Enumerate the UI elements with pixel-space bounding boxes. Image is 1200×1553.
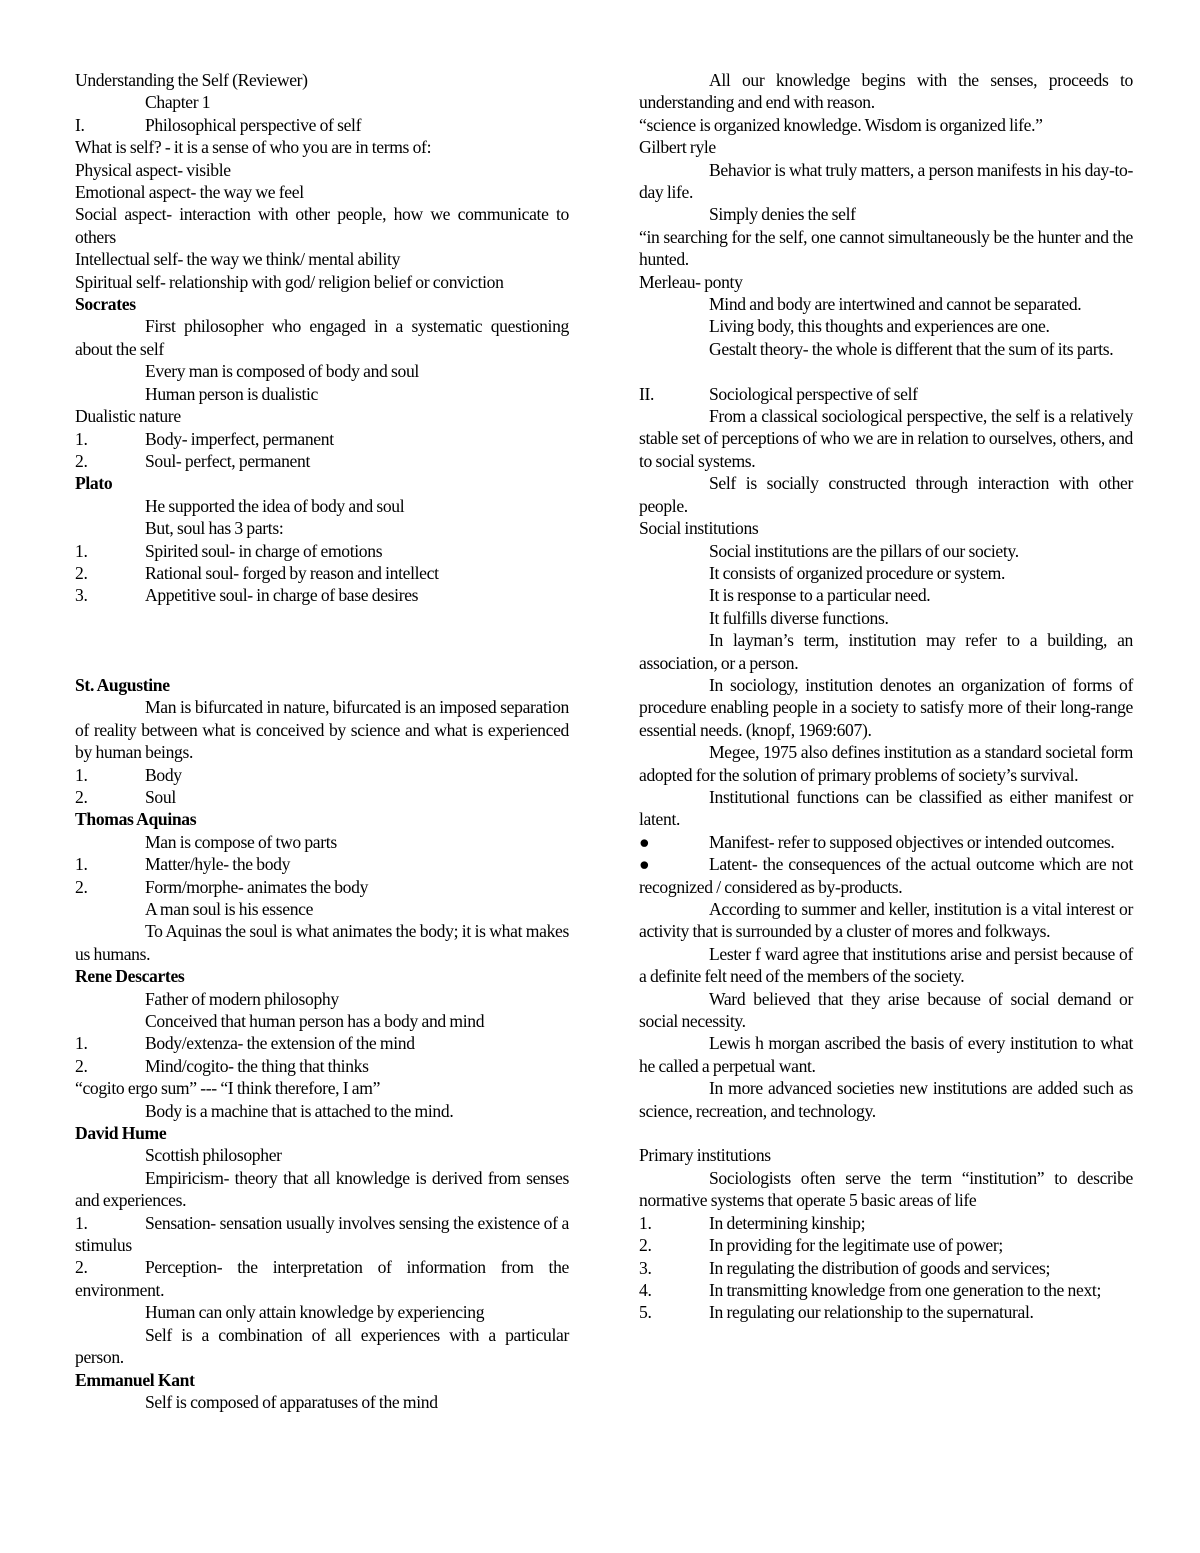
list-item <box>75 495 569 517</box>
right-column <box>639 69 1133 1324</box>
list-item <box>75 1256 569 1301</box>
bullet-dot-icon: ● <box>639 831 650 852</box>
section-heading: Emmanuel Kant <box>75 1369 195 1390</box>
list-item <box>75 988 569 1010</box>
list-item <box>639 472 1133 517</box>
list-item-text: All our knowledge begins with the senses, proceeds to understanding and end with reason. <box>639 70 1133 113</box>
list-item-text: Manifest- refer to supposed objectives or intended outcomes. <box>709 831 1115 852</box>
list-item-text: It consists of organized procedure or system. <box>709 562 1006 583</box>
list-item <box>75 428 569 450</box>
list-item-text: It is response to a particular need. <box>709 585 931 606</box>
list-item-text: Sensation- sensation usually involves sensing the existence of a stimulus <box>75 1212 569 1256</box>
list-item <box>75 1391 569 1413</box>
list-item-text: Soul- perfect, permanent <box>145 450 310 471</box>
list-number: 2. <box>75 450 88 471</box>
paragraph: “cogito ergo sum” --- “I think therefore, I am” <box>75 1078 381 1099</box>
blank-line <box>75 629 569 651</box>
list-number: 2. <box>75 1257 88 1278</box>
list-item-text: He supported the idea of body and soul <box>145 495 405 516</box>
list-item <box>639 540 1133 562</box>
list-item-text: Man is compose of two parts <box>145 831 337 852</box>
list-item-text: Ward believed that they arise because of social demand or social necessity. <box>639 988 1133 1032</box>
list-item <box>75 876 569 898</box>
left-column <box>75 69 569 1413</box>
list-item <box>75 764 569 786</box>
list-item <box>639 629 1133 674</box>
list-item <box>75 1100 569 1122</box>
list-item <box>639 898 1133 943</box>
paragraph: Emotional aspect- the way we feel <box>75 182 304 203</box>
list-item-text: Human person is dualistic <box>145 383 318 404</box>
list-item <box>639 405 1133 472</box>
list-item <box>75 786 569 808</box>
list-item-text: In layman’s term, institution may refer to a building, an association, or a person. <box>639 630 1133 673</box>
list-item <box>639 853 1133 898</box>
list-item-text: In regulating our relationship to the supernatural. <box>709 1302 1034 1323</box>
paragraph: Physical aspect- visible <box>75 159 231 180</box>
list-item-text: According to summer and keller, institution is a vital interest or activity that is surrounded by a cluster of mores and folkways. <box>639 899 1133 942</box>
list-item <box>639 159 1133 204</box>
list-number: 3. <box>639 1257 652 1278</box>
list-item <box>75 853 569 875</box>
list-number: 1. <box>75 764 88 785</box>
list-item <box>75 383 569 405</box>
list-number: I. <box>75 114 85 135</box>
list-item-text: Human can only attain knowledge by experiencing <box>145 1302 485 1323</box>
list-item-text: Social institutions are the pillars of our society. <box>709 540 1019 561</box>
list-item <box>639 562 1133 584</box>
bullet-dot-icon: ● <box>639 854 650 875</box>
list-item-text: Appetitive soul- in charge of base desires <box>145 585 419 606</box>
list-item <box>639 1257 1133 1279</box>
list-item <box>75 1167 569 1212</box>
list-item <box>639 383 1133 405</box>
list-item <box>639 943 1133 988</box>
list-number: II. <box>639 383 655 404</box>
list-item-text: Lewis h morgan ascribed the basis of every institution to what he called a perpetual want. <box>639 1033 1133 1076</box>
list-number: 1. <box>75 1212 88 1233</box>
list-item-text: Soul <box>145 786 176 807</box>
list-item <box>639 293 1133 315</box>
list-item-text: Body is a machine that is attached to the mind. <box>145 1100 454 1121</box>
list-item-text: Latent- the consequences of the actual outcome which are not recognized / considered as by-products. <box>639 854 1133 897</box>
list-item-text: In regulating the distribution of goods and services; <box>709 1257 1050 1278</box>
list-item <box>639 338 1133 360</box>
list-item-text: Philosophical perspective of self <box>145 114 362 135</box>
list-item-text: In providing for the legitimate use of power; <box>709 1235 1003 1256</box>
paragraph: “science is organized knowledge. Wisdom is organized life.” <box>639 114 1043 135</box>
chapter-label: Chapter 1 <box>145 92 211 113</box>
paragraph: Spiritual self- relationship with god/ religion belief or conviction <box>75 271 504 292</box>
list-number: 2. <box>639 1235 652 1256</box>
list-item <box>75 1032 569 1054</box>
list-item-text: Body <box>145 764 182 785</box>
section-heading: Thomas Aquinas <box>75 809 197 830</box>
list-item-text: Institutional functions can be classified as either manifest or latent. <box>639 786 1133 830</box>
list-item <box>75 562 569 584</box>
list-item <box>639 1301 1133 1323</box>
list-item <box>75 517 569 539</box>
list-item-text: Lester f ward agree that institutions arise and persist because of a definite felt need of the members of the society. <box>639 943 1133 987</box>
list-item-text: Rational soul- forged by reason and intellect <box>145 562 439 583</box>
blank-line <box>75 607 569 629</box>
list-item-text: Conceived that human person has a body and mind <box>145 1011 485 1032</box>
list-item-text: In determining kinship; <box>709 1212 866 1233</box>
list-number: 1. <box>75 428 88 449</box>
list-item <box>639 1077 1133 1122</box>
list-item-text: Megee, 1975 also defines institution as a standard societal form adopted for the solution of primary problems of society’s survival. <box>639 742 1133 785</box>
list-item <box>639 741 1133 786</box>
list-item <box>75 831 569 853</box>
list-item <box>75 1144 569 1166</box>
list-item <box>639 1167 1133 1212</box>
list-item-text: Perception- the interpretation of information from the environment. <box>75 1257 569 1300</box>
list-item <box>639 1279 1133 1301</box>
list-item <box>639 584 1133 606</box>
list-number: 1. <box>75 1033 88 1054</box>
paragraph: Primary institutions <box>639 1145 771 1166</box>
list-item-text: Every man is composed of body and soul <box>145 361 419 382</box>
list-item <box>639 203 1133 225</box>
list-item <box>75 315 569 360</box>
list-item-text: In sociology, institution denotes an organization of forms of procedure enabling people in a society to satisfy more of their long-range essential needs. (knopf, 1969:607). <box>639 674 1133 740</box>
list-item-text: Empiricism- theory that all knowledge is derived from senses and experiences. <box>75 1167 569 1211</box>
list-number: 2. <box>75 786 88 807</box>
list-item <box>639 1234 1133 1256</box>
list-item-text: But, soul has 3 parts: <box>145 518 284 539</box>
list-item-text: Self is a combination of all experiences with a particular person. <box>75 1324 569 1368</box>
list-item <box>75 696 569 763</box>
list-item-text: Self is socially constructed through interaction with other people. <box>639 473 1133 516</box>
list-item <box>639 786 1133 831</box>
list-item <box>75 360 569 382</box>
paragraph: Merleau- ponty <box>639 271 743 292</box>
list-item <box>639 674 1133 741</box>
list-item <box>639 69 1133 114</box>
list-item-text: Sociologists often serve the term “institution” to describe normative systems that operate 5 basic areas of life <box>639 1167 1133 1211</box>
list-item <box>75 1324 569 1369</box>
section-heading: David Hume <box>75 1123 167 1144</box>
list-item <box>639 607 1133 629</box>
list-item-text: Gestalt theory- the whole is different that the sum of its parts. <box>709 338 1114 359</box>
list-item <box>639 1212 1133 1234</box>
paragraph: Dualistic nature <box>75 406 181 427</box>
paragraph: Social aspect- interaction with other people, how we communicate to others <box>75 204 569 247</box>
paragraph: Understanding the Self (Reviewer) <box>75 70 308 90</box>
blank-line <box>639 360 1133 382</box>
list-item-text: Behavior is what truly matters, a person manifests in his day-to-day life. <box>639 159 1133 203</box>
list-number: 1. <box>75 540 88 561</box>
list-item-text: In transmitting knowledge from one generation to the next; <box>709 1279 1101 1300</box>
list-item <box>75 920 569 965</box>
list-item-text: Self is composed of apparatuses of the mind <box>145 1391 438 1412</box>
list-item <box>639 315 1133 337</box>
list-number: 2. <box>75 1055 88 1076</box>
paragraph: Intellectual self- the way we think/ mental ability <box>75 249 401 270</box>
section-heading: St. Augustine <box>75 674 170 695</box>
section-heading: Rene Descartes <box>75 966 185 987</box>
list-item-text: Living body, this thoughts and experiences are one. <box>709 316 1050 337</box>
list-item-text: From a classical sociological perspective, the self is a relatively stable set of perceptions of who we are in relation to ourselves, others, and to social systems. <box>639 406 1133 471</box>
list-item-text: Mind and body are intertwined and cannot be separated. <box>709 294 1082 315</box>
list-item-text: First philosopher who engaged in a systematic questioning about the self <box>75 316 569 359</box>
list-item-text: Body- imperfect, permanent <box>145 428 334 449</box>
paragraph: “in searching for the self, one cannot simultaneously be the hunter and the hunted. <box>639 226 1133 270</box>
list-item-text: Spirited soul- in charge of emotions <box>145 540 383 561</box>
list-item <box>75 1055 569 1077</box>
list-item <box>75 584 569 606</box>
paragraph: What is self? - it is a sense of who you are in terms of: <box>75 137 432 158</box>
list-item <box>75 1301 569 1323</box>
list-item <box>75 450 569 472</box>
list-number: 2. <box>75 562 88 583</box>
list-item-text: Father of modern philosophy <box>145 988 339 1009</box>
list-item-text: It fulfills diverse functions. <box>709 607 889 628</box>
list-item <box>75 898 569 920</box>
list-item <box>639 831 1133 853</box>
list-item-text: Form/morphe- animates the body <box>145 876 369 897</box>
section-heading: Socrates <box>75 294 136 315</box>
list-item <box>75 114 569 136</box>
list-number: 5. <box>639 1302 652 1323</box>
list-item-text: Scottish philosopher <box>145 1145 282 1166</box>
paragraph: Social institutions <box>639 518 759 539</box>
list-item <box>639 988 1133 1033</box>
list-number: 4. <box>639 1279 652 1300</box>
section-heading: Plato <box>75 473 113 494</box>
list-number: 1. <box>639 1212 652 1233</box>
list-item-text: A man soul is his essence <box>145 898 314 919</box>
list-item <box>639 1032 1133 1077</box>
list-item-text: Sociological perspective of self <box>709 383 918 404</box>
blank-line <box>75 652 569 674</box>
list-item-text: Matter/hyle- the body <box>145 854 291 875</box>
blank-line <box>639 1122 1133 1144</box>
list-item-text: Mind/cogito- the thing that thinks <box>145 1055 369 1076</box>
list-item-text: Simply denies the self <box>709 204 856 225</box>
list-number: 2. <box>75 876 88 897</box>
list-item <box>75 540 569 562</box>
list-number: 1. <box>75 854 88 875</box>
list-item-text: To Aquinas the soul is what animates the body; it is what makes us humans. <box>75 921 569 964</box>
list-item-text: In more advanced societies new institutions are added such as science, recreation, and technology. <box>639 1078 1133 1121</box>
list-item-text: Body/extenza- the extension of the mind <box>145 1033 415 1054</box>
list-number: 3. <box>75 585 88 606</box>
paragraph: Gilbert ryle <box>639 137 716 158</box>
list-item <box>75 1212 569 1257</box>
list-item <box>75 1010 569 1032</box>
list-item-text: Man is bifurcated in nature, bifurcated is an imposed separation of reality between what is conceived by science and what is experienced by human beings. <box>75 697 569 763</box>
